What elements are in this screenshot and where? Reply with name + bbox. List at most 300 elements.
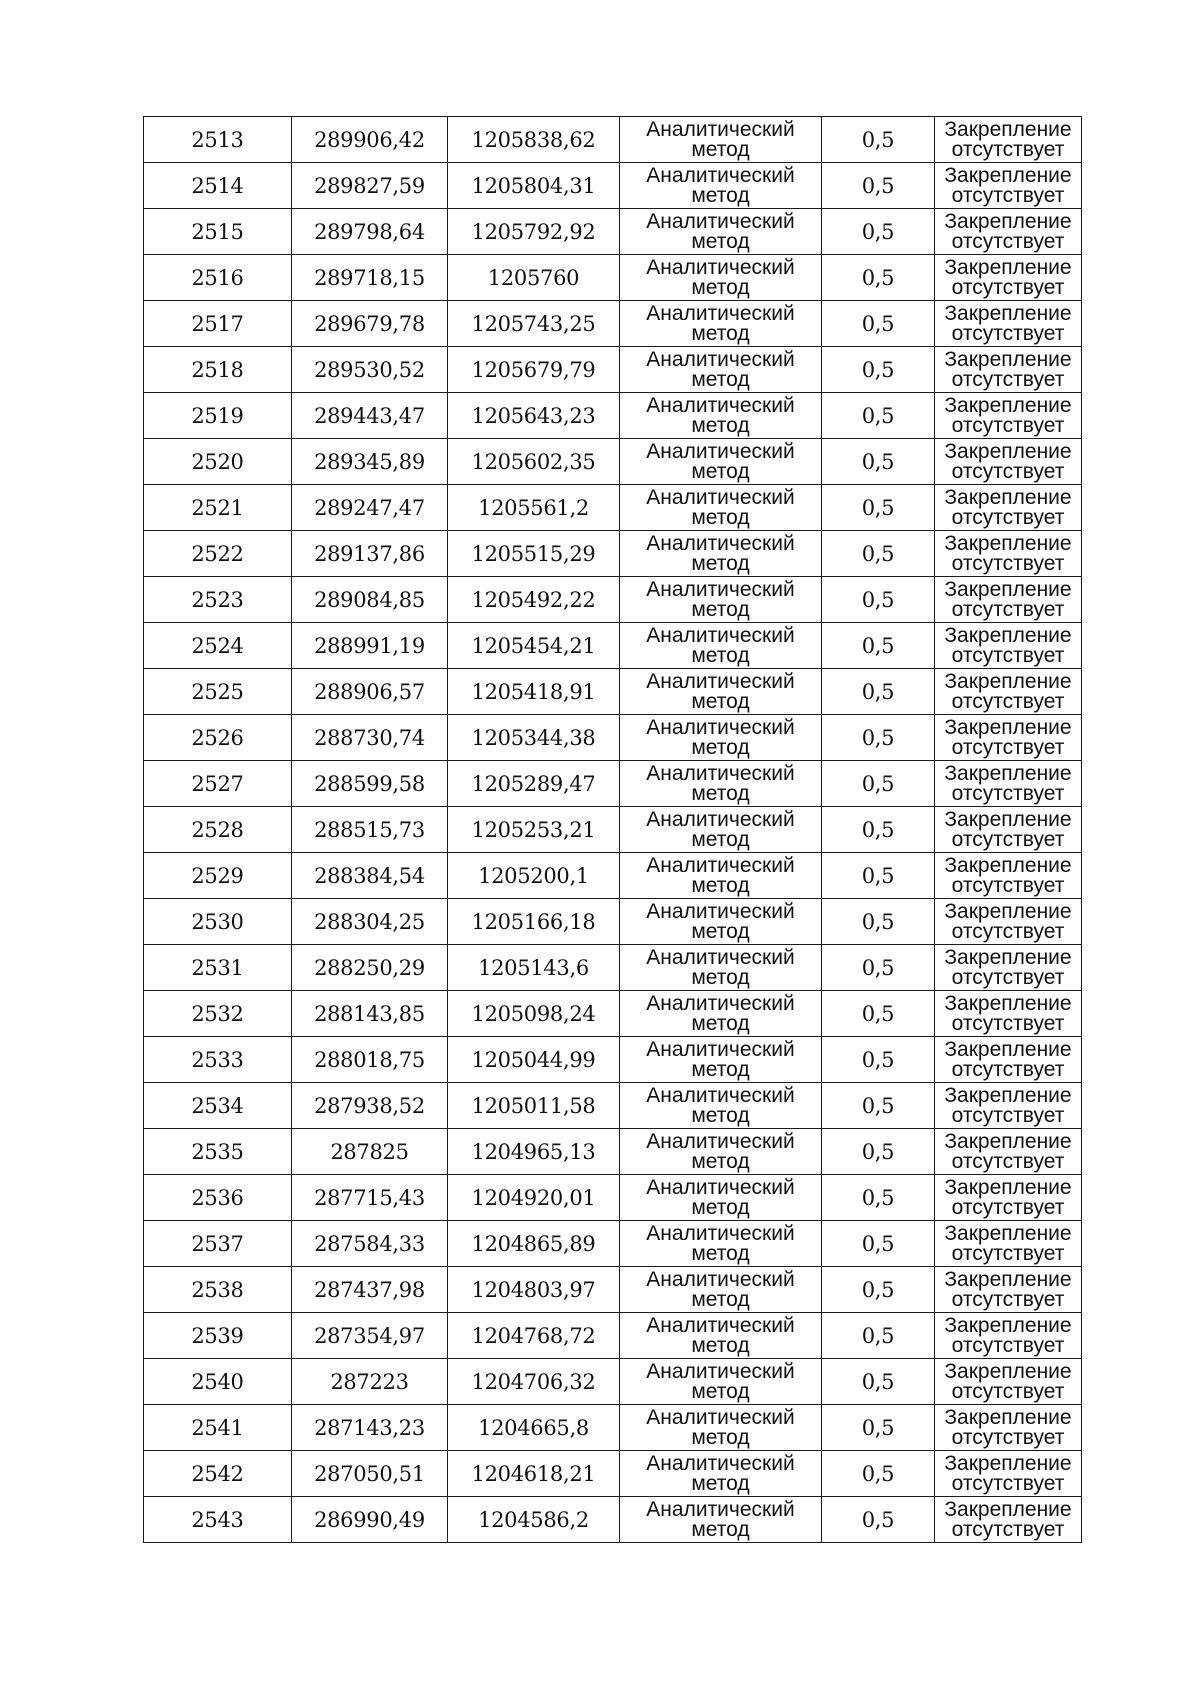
method-line-2: метод: [691, 1195, 750, 1219]
method-cell: [620, 945, 822, 991]
method-line-2: метод: [691, 919, 750, 943]
fixing-line-1: Закрепление: [944, 301, 1072, 325]
fixing-line-1: Закрепление: [944, 393, 1072, 417]
method-line-2: метод: [691, 1471, 750, 1495]
table-row: [144, 531, 1082, 577]
y-coordinate-cell: 1205643,23: [448, 393, 620, 439]
method-line-2: метод: [691, 965, 750, 989]
fixing-line-2: отсутствует: [951, 873, 1065, 897]
method-cell: [620, 347, 822, 393]
accuracy-cell: 0,5: [822, 347, 935, 393]
table-row: [144, 1037, 1082, 1083]
method-line-1: Аналитический: [646, 991, 795, 1015]
method-cell: [620, 1451, 822, 1497]
method-line-1: Аналитический: [646, 1497, 795, 1521]
x-coordinate-cell: 287050,51: [292, 1451, 448, 1497]
accuracy-cell: 0,5: [822, 1359, 935, 1405]
x-coordinate-cell: 288906,57: [292, 669, 448, 715]
y-coordinate-cell: 1205454,21: [448, 623, 620, 669]
method-line-1: Аналитический: [646, 1175, 795, 1199]
method-line-1: Аналитический: [646, 1221, 795, 1245]
point-number-cell: 2530: [144, 899, 292, 945]
point-number-cell: 2532: [144, 991, 292, 1037]
method-line-1: Аналитический: [646, 807, 795, 831]
method-line-2: метод: [691, 597, 750, 621]
accuracy-cell: 0,5: [822, 1221, 935, 1267]
accuracy-cell: 0,5: [822, 439, 935, 485]
fixing-cell: [935, 1083, 1082, 1129]
table-row: [144, 623, 1082, 669]
fixing-line-2: отсутствует: [951, 1149, 1065, 1173]
y-coordinate-cell: 1204965,13: [448, 1129, 620, 1175]
fixing-cell: [935, 1405, 1082, 1451]
method-cell: [620, 255, 822, 301]
table-row: [144, 761, 1082, 807]
fixing-line-2: отсутствует: [951, 1241, 1065, 1265]
y-coordinate-cell: 1205289,47: [448, 761, 620, 807]
method-cell: [620, 117, 822, 163]
point-number-cell: 2539: [144, 1313, 292, 1359]
x-coordinate-cell: 287938,52: [292, 1083, 448, 1129]
y-coordinate-cell: 1205743,25: [448, 301, 620, 347]
fixing-cell: [935, 991, 1082, 1037]
method-cell: [620, 485, 822, 531]
fixing-cell: [935, 1359, 1082, 1405]
method-line-1: Аналитический: [646, 209, 795, 233]
x-coordinate-cell: 287143,23: [292, 1405, 448, 1451]
y-coordinate-cell: 1205515,29: [448, 531, 620, 577]
method-cell: [620, 899, 822, 945]
fixing-cell: [935, 1267, 1082, 1313]
table-row: [144, 1497, 1082, 1543]
x-coordinate-cell: 288304,25: [292, 899, 448, 945]
fixing-cell: [935, 853, 1082, 899]
x-coordinate-cell: 287715,43: [292, 1175, 448, 1221]
x-coordinate-cell: 287825: [292, 1129, 448, 1175]
accuracy-cell: 0,5: [822, 807, 935, 853]
fixing-line-1: Закрепление: [944, 347, 1072, 371]
fixing-line-1: Закрепление: [944, 1083, 1072, 1107]
table-row: [144, 1313, 1082, 1359]
x-coordinate-cell: 289443,47: [292, 393, 448, 439]
fixing-cell: [935, 1313, 1082, 1359]
point-number-cell: 2529: [144, 853, 292, 899]
method-cell: [620, 209, 822, 255]
point-number-cell: 2531: [144, 945, 292, 991]
y-coordinate-cell: 1205200,1: [448, 853, 620, 899]
table-row: [144, 577, 1082, 623]
x-coordinate-cell: 288143,85: [292, 991, 448, 1037]
fixing-line-1: Закрепление: [944, 1359, 1072, 1383]
fixing-line-2: отсутствует: [951, 597, 1065, 621]
fixing-line-2: отсутствует: [951, 275, 1065, 299]
accuracy-cell: 0,5: [822, 485, 935, 531]
method-line-1: Аналитический: [646, 531, 795, 555]
method-line-2: метод: [691, 781, 750, 805]
x-coordinate-cell: 289906,42: [292, 117, 448, 163]
method-line-1: Аналитический: [646, 1451, 795, 1475]
method-line-1: Аналитический: [646, 669, 795, 693]
x-coordinate-cell: 286990,49: [292, 1497, 448, 1543]
x-coordinate-cell: 288384,54: [292, 853, 448, 899]
y-coordinate-cell: 1205804,31: [448, 163, 620, 209]
table-row: [144, 945, 1082, 991]
accuracy-cell: 0,5: [822, 761, 935, 807]
fixing-line-2: отсутствует: [951, 505, 1065, 529]
method-cell: [620, 577, 822, 623]
y-coordinate-cell: 1204768,72: [448, 1313, 620, 1359]
fixing-line-2: отсутствует: [951, 413, 1065, 437]
method-line-1: Аналитический: [646, 853, 795, 877]
table-row: [144, 1405, 1082, 1451]
accuracy-cell: 0,5: [822, 393, 935, 439]
fixing-line-2: отсутствует: [951, 459, 1065, 483]
accuracy-cell: 0,5: [822, 1313, 935, 1359]
x-coordinate-cell: 289530,52: [292, 347, 448, 393]
fixing-line-1: Закрепление: [944, 899, 1072, 923]
method-line-2: метод: [691, 1425, 750, 1449]
x-coordinate-cell: 288515,73: [292, 807, 448, 853]
y-coordinate-cell: 1204706,32: [448, 1359, 620, 1405]
y-coordinate-cell: 1204920,01: [448, 1175, 620, 1221]
method-line-1: Аналитический: [646, 577, 795, 601]
method-cell: [620, 761, 822, 807]
point-number-cell: 2541: [144, 1405, 292, 1451]
fixing-line-1: Закрепление: [944, 1221, 1072, 1245]
fixing-line-2: отсутствует: [951, 735, 1065, 759]
fixing-cell: [935, 485, 1082, 531]
table-row: [144, 1359, 1082, 1405]
accuracy-cell: 0,5: [822, 301, 935, 347]
y-coordinate-cell: 1205602,35: [448, 439, 620, 485]
fixing-cell: [935, 209, 1082, 255]
accuracy-cell: 0,5: [822, 1267, 935, 1313]
y-coordinate-cell: 1204803,97: [448, 1267, 620, 1313]
fixing-cell: [935, 715, 1082, 761]
fixing-line-2: отсутствует: [951, 1195, 1065, 1219]
method-line-1: Аналитический: [646, 393, 795, 417]
fixing-cell: [935, 1221, 1082, 1267]
fixing-line-1: Закрепление: [944, 531, 1072, 555]
fixing-line-2: отсутствует: [951, 1287, 1065, 1311]
table-row: [144, 209, 1082, 255]
table-row: [144, 899, 1082, 945]
y-coordinate-cell: 1205418,91: [448, 669, 620, 715]
method-line-2: метод: [691, 1287, 750, 1311]
accuracy-cell: 0,5: [822, 255, 935, 301]
table-row: [144, 439, 1082, 485]
method-line-1: Аналитический: [646, 1129, 795, 1153]
fixing-line-1: Закрепление: [944, 1267, 1072, 1291]
method-line-1: Аналитический: [646, 439, 795, 463]
table-row: [144, 807, 1082, 853]
fixing-line-2: отсутствует: [951, 1103, 1065, 1127]
method-cell: [620, 1497, 822, 1543]
fixing-line-2: отсутствует: [951, 367, 1065, 391]
y-coordinate-cell: 1204586,2: [448, 1497, 620, 1543]
fixing-cell: [935, 669, 1082, 715]
y-coordinate-cell: 1205760: [448, 255, 620, 301]
method-line-2: метод: [691, 827, 750, 851]
fixing-line-2: отсутствует: [951, 965, 1065, 989]
y-coordinate-cell: 1205492,22: [448, 577, 620, 623]
fixing-cell: [935, 761, 1082, 807]
point-number-cell: 2526: [144, 715, 292, 761]
accuracy-cell: 0,5: [822, 1083, 935, 1129]
fixing-cell: [935, 1451, 1082, 1497]
fixing-line-1: Закрепление: [944, 255, 1072, 279]
coordinates-table: [143, 116, 1082, 1543]
fixing-cell: [935, 899, 1082, 945]
x-coordinate-cell: 287584,33: [292, 1221, 448, 1267]
method-line-1: Аналитический: [646, 1359, 795, 1383]
method-line-2: метод: [691, 505, 750, 529]
fixing-cell: [935, 255, 1082, 301]
point-number-cell: 2537: [144, 1221, 292, 1267]
method-line-1: Аналитический: [646, 485, 795, 509]
table-row: [144, 1129, 1082, 1175]
fixing-line-1: Закрепление: [944, 853, 1072, 877]
point-number-cell: 2528: [144, 807, 292, 853]
y-coordinate-cell: 1205679,79: [448, 347, 620, 393]
y-coordinate-cell: 1205561,2: [448, 485, 620, 531]
method-line-1: Аналитический: [646, 255, 795, 279]
method-line-2: метод: [691, 229, 750, 253]
method-line-1: Аналитический: [646, 945, 795, 969]
method-line-1: Аналитический: [646, 1267, 795, 1291]
fixing-line-1: Закрепление: [944, 1037, 1072, 1061]
method-line-2: метод: [691, 1333, 750, 1357]
table-row: [144, 1267, 1082, 1313]
point-number-cell: 2525: [144, 669, 292, 715]
fixing-line-2: отсутствует: [951, 229, 1065, 253]
fixing-line-2: отсутствует: [951, 643, 1065, 667]
y-coordinate-cell: 1205143,6: [448, 945, 620, 991]
fixing-line-2: отсутствует: [951, 827, 1065, 851]
x-coordinate-cell: 287223: [292, 1359, 448, 1405]
fixing-line-1: Закрепление: [944, 945, 1072, 969]
fixing-line-1: Закрепление: [944, 485, 1072, 509]
point-number-cell: 2520: [144, 439, 292, 485]
fixing-line-1: Закрепление: [944, 669, 1072, 693]
fixing-line-1: Закрепление: [944, 1175, 1072, 1199]
method-line-2: метод: [691, 413, 750, 437]
x-coordinate-cell: 288599,58: [292, 761, 448, 807]
fixing-line-2: отсутствует: [951, 689, 1065, 713]
y-coordinate-cell: 1205344,38: [448, 715, 620, 761]
fixing-line-1: Закрепление: [944, 209, 1072, 233]
table-row: [144, 853, 1082, 899]
y-coordinate-cell: 1204618,21: [448, 1451, 620, 1497]
x-coordinate-cell: 288018,75: [292, 1037, 448, 1083]
point-number-cell: 2516: [144, 255, 292, 301]
y-coordinate-cell: 1204665,8: [448, 1405, 620, 1451]
table-row: [144, 393, 1082, 439]
x-coordinate-cell: 289827,59: [292, 163, 448, 209]
method-line-2: метод: [691, 1517, 750, 1541]
method-cell: [620, 807, 822, 853]
fixing-cell: [935, 1129, 1082, 1175]
method-cell: [620, 1359, 822, 1405]
fixing-cell: [935, 623, 1082, 669]
fixing-line-1: Закрепление: [944, 807, 1072, 831]
x-coordinate-cell: 288730,74: [292, 715, 448, 761]
method-line-1: Аналитический: [646, 715, 795, 739]
method-line-1: Аналитический: [646, 301, 795, 325]
fixing-cell: [935, 301, 1082, 347]
accuracy-cell: 0,5: [822, 623, 935, 669]
method-cell: [620, 1037, 822, 1083]
point-number-cell: 2533: [144, 1037, 292, 1083]
table-row: [144, 715, 1082, 761]
accuracy-cell: 0,5: [822, 1497, 935, 1543]
point-number-cell: 2535: [144, 1129, 292, 1175]
method-cell: [620, 853, 822, 899]
accuracy-cell: 0,5: [822, 577, 935, 623]
point-number-cell: 2518: [144, 347, 292, 393]
method-line-2: метод: [691, 459, 750, 483]
fixing-line-2: отсутствует: [951, 551, 1065, 575]
method-line-2: метод: [691, 1241, 750, 1265]
point-number-cell: 2527: [144, 761, 292, 807]
method-line-2: метод: [691, 1379, 750, 1403]
accuracy-cell: 0,5: [822, 991, 935, 1037]
method-line-2: метод: [691, 1103, 750, 1127]
fixing-line-1: Закрепление: [944, 117, 1072, 141]
y-coordinate-cell: 1205011,58: [448, 1083, 620, 1129]
method-line-2: метод: [691, 137, 750, 161]
accuracy-cell: 0,5: [822, 1405, 935, 1451]
table-row: [144, 163, 1082, 209]
method-line-2: метод: [691, 183, 750, 207]
method-cell: [620, 531, 822, 577]
method-line-2: метод: [691, 551, 750, 575]
y-coordinate-cell: 1205166,18: [448, 899, 620, 945]
table-row: [144, 485, 1082, 531]
method-line-2: метод: [691, 275, 750, 299]
fixing-line-2: отсутствует: [951, 321, 1065, 345]
fixing-line-1: Закрепление: [944, 715, 1072, 739]
method-cell: [620, 1405, 822, 1451]
point-number-cell: 2521: [144, 485, 292, 531]
y-coordinate-cell: 1205098,24: [448, 991, 620, 1037]
x-coordinate-cell: 289137,86: [292, 531, 448, 577]
fixing-cell: [935, 807, 1082, 853]
x-coordinate-cell: 289247,47: [292, 485, 448, 531]
method-cell: [620, 1175, 822, 1221]
accuracy-cell: 0,5: [822, 1129, 935, 1175]
fixing-cell: [935, 577, 1082, 623]
accuracy-cell: 0,5: [822, 163, 935, 209]
point-number-cell: 2543: [144, 1497, 292, 1543]
y-coordinate-cell: 1205044,99: [448, 1037, 620, 1083]
method-cell: [620, 669, 822, 715]
method-cell: [620, 1221, 822, 1267]
fixing-line-1: Закрепление: [944, 1497, 1072, 1521]
method-line-2: метод: [691, 689, 750, 713]
fixing-line-2: отсутствует: [951, 183, 1065, 207]
point-number-cell: 2538: [144, 1267, 292, 1313]
method-cell: [620, 439, 822, 485]
fixing-line-1: Закрепление: [944, 163, 1072, 187]
method-cell: [620, 715, 822, 761]
method-line-2: метод: [691, 735, 750, 759]
table-row: [144, 1451, 1082, 1497]
method-line-1: Аналитический: [646, 761, 795, 785]
y-coordinate-cell: 1205792,92: [448, 209, 620, 255]
point-number-cell: 2515: [144, 209, 292, 255]
method-cell: [620, 1129, 822, 1175]
fixing-cell: [935, 117, 1082, 163]
accuracy-cell: 0,5: [822, 715, 935, 761]
point-number-cell: 2519: [144, 393, 292, 439]
accuracy-cell: 0,5: [822, 899, 935, 945]
coordinates-table-body: [144, 117, 1082, 1543]
accuracy-cell: 0,5: [822, 1175, 935, 1221]
fixing-cell: [935, 393, 1082, 439]
point-number-cell: 2522: [144, 531, 292, 577]
accuracy-cell: 0,5: [822, 117, 935, 163]
fixing-line-1: Закрепление: [944, 761, 1072, 785]
fixing-line-2: отсутствует: [951, 137, 1065, 161]
fixing-cell: [935, 347, 1082, 393]
y-coordinate-cell: 1205838,62: [448, 117, 620, 163]
fixing-cell: [935, 1175, 1082, 1221]
method-line-1: Аналитический: [646, 1037, 795, 1061]
fixing-line-2: отсутствует: [951, 1379, 1065, 1403]
x-coordinate-cell: 287354,97: [292, 1313, 448, 1359]
method-line-2: метод: [691, 1149, 750, 1173]
fixing-line-1: Закрепление: [944, 439, 1072, 463]
fixing-line-1: Закрепление: [944, 1405, 1072, 1429]
point-number-cell: 2534: [144, 1083, 292, 1129]
fixing-line-2: отсутствует: [951, 1425, 1065, 1449]
y-coordinate-cell: 1205253,21: [448, 807, 620, 853]
fixing-line-1: Закрепление: [944, 1129, 1072, 1153]
accuracy-cell: 0,5: [822, 209, 935, 255]
table-row: [144, 1221, 1082, 1267]
table-row: [144, 117, 1082, 163]
fixing-line-2: отсутствует: [951, 1011, 1065, 1035]
y-coordinate-cell: 1204865,89: [448, 1221, 620, 1267]
method-cell: [620, 991, 822, 1037]
method-line-2: метод: [691, 367, 750, 391]
x-coordinate-cell: 289345,89: [292, 439, 448, 485]
point-number-cell: 2513: [144, 117, 292, 163]
accuracy-cell: 0,5: [822, 669, 935, 715]
fixing-line-1: Закрепление: [944, 991, 1072, 1015]
method-cell: [620, 1083, 822, 1129]
fixing-line-1: Закрепление: [944, 1313, 1072, 1337]
method-cell: [620, 393, 822, 439]
fixing-line-2: отсутствует: [951, 781, 1065, 805]
fixing-cell: [935, 945, 1082, 991]
fixing-line-1: Закрепление: [944, 1451, 1072, 1475]
method-line-2: метод: [691, 321, 750, 345]
fixing-line-2: отсутствует: [951, 919, 1065, 943]
point-number-cell: 2517: [144, 301, 292, 347]
x-coordinate-cell: 288991,19: [292, 623, 448, 669]
accuracy-cell: 0,5: [822, 531, 935, 577]
table-row: [144, 347, 1082, 393]
point-number-cell: 2542: [144, 1451, 292, 1497]
table-row: [144, 669, 1082, 715]
point-number-cell: 2524: [144, 623, 292, 669]
point-number-cell: 2514: [144, 163, 292, 209]
method-cell: [620, 1267, 822, 1313]
method-line-1: Аналитический: [646, 899, 795, 923]
table-row: [144, 255, 1082, 301]
